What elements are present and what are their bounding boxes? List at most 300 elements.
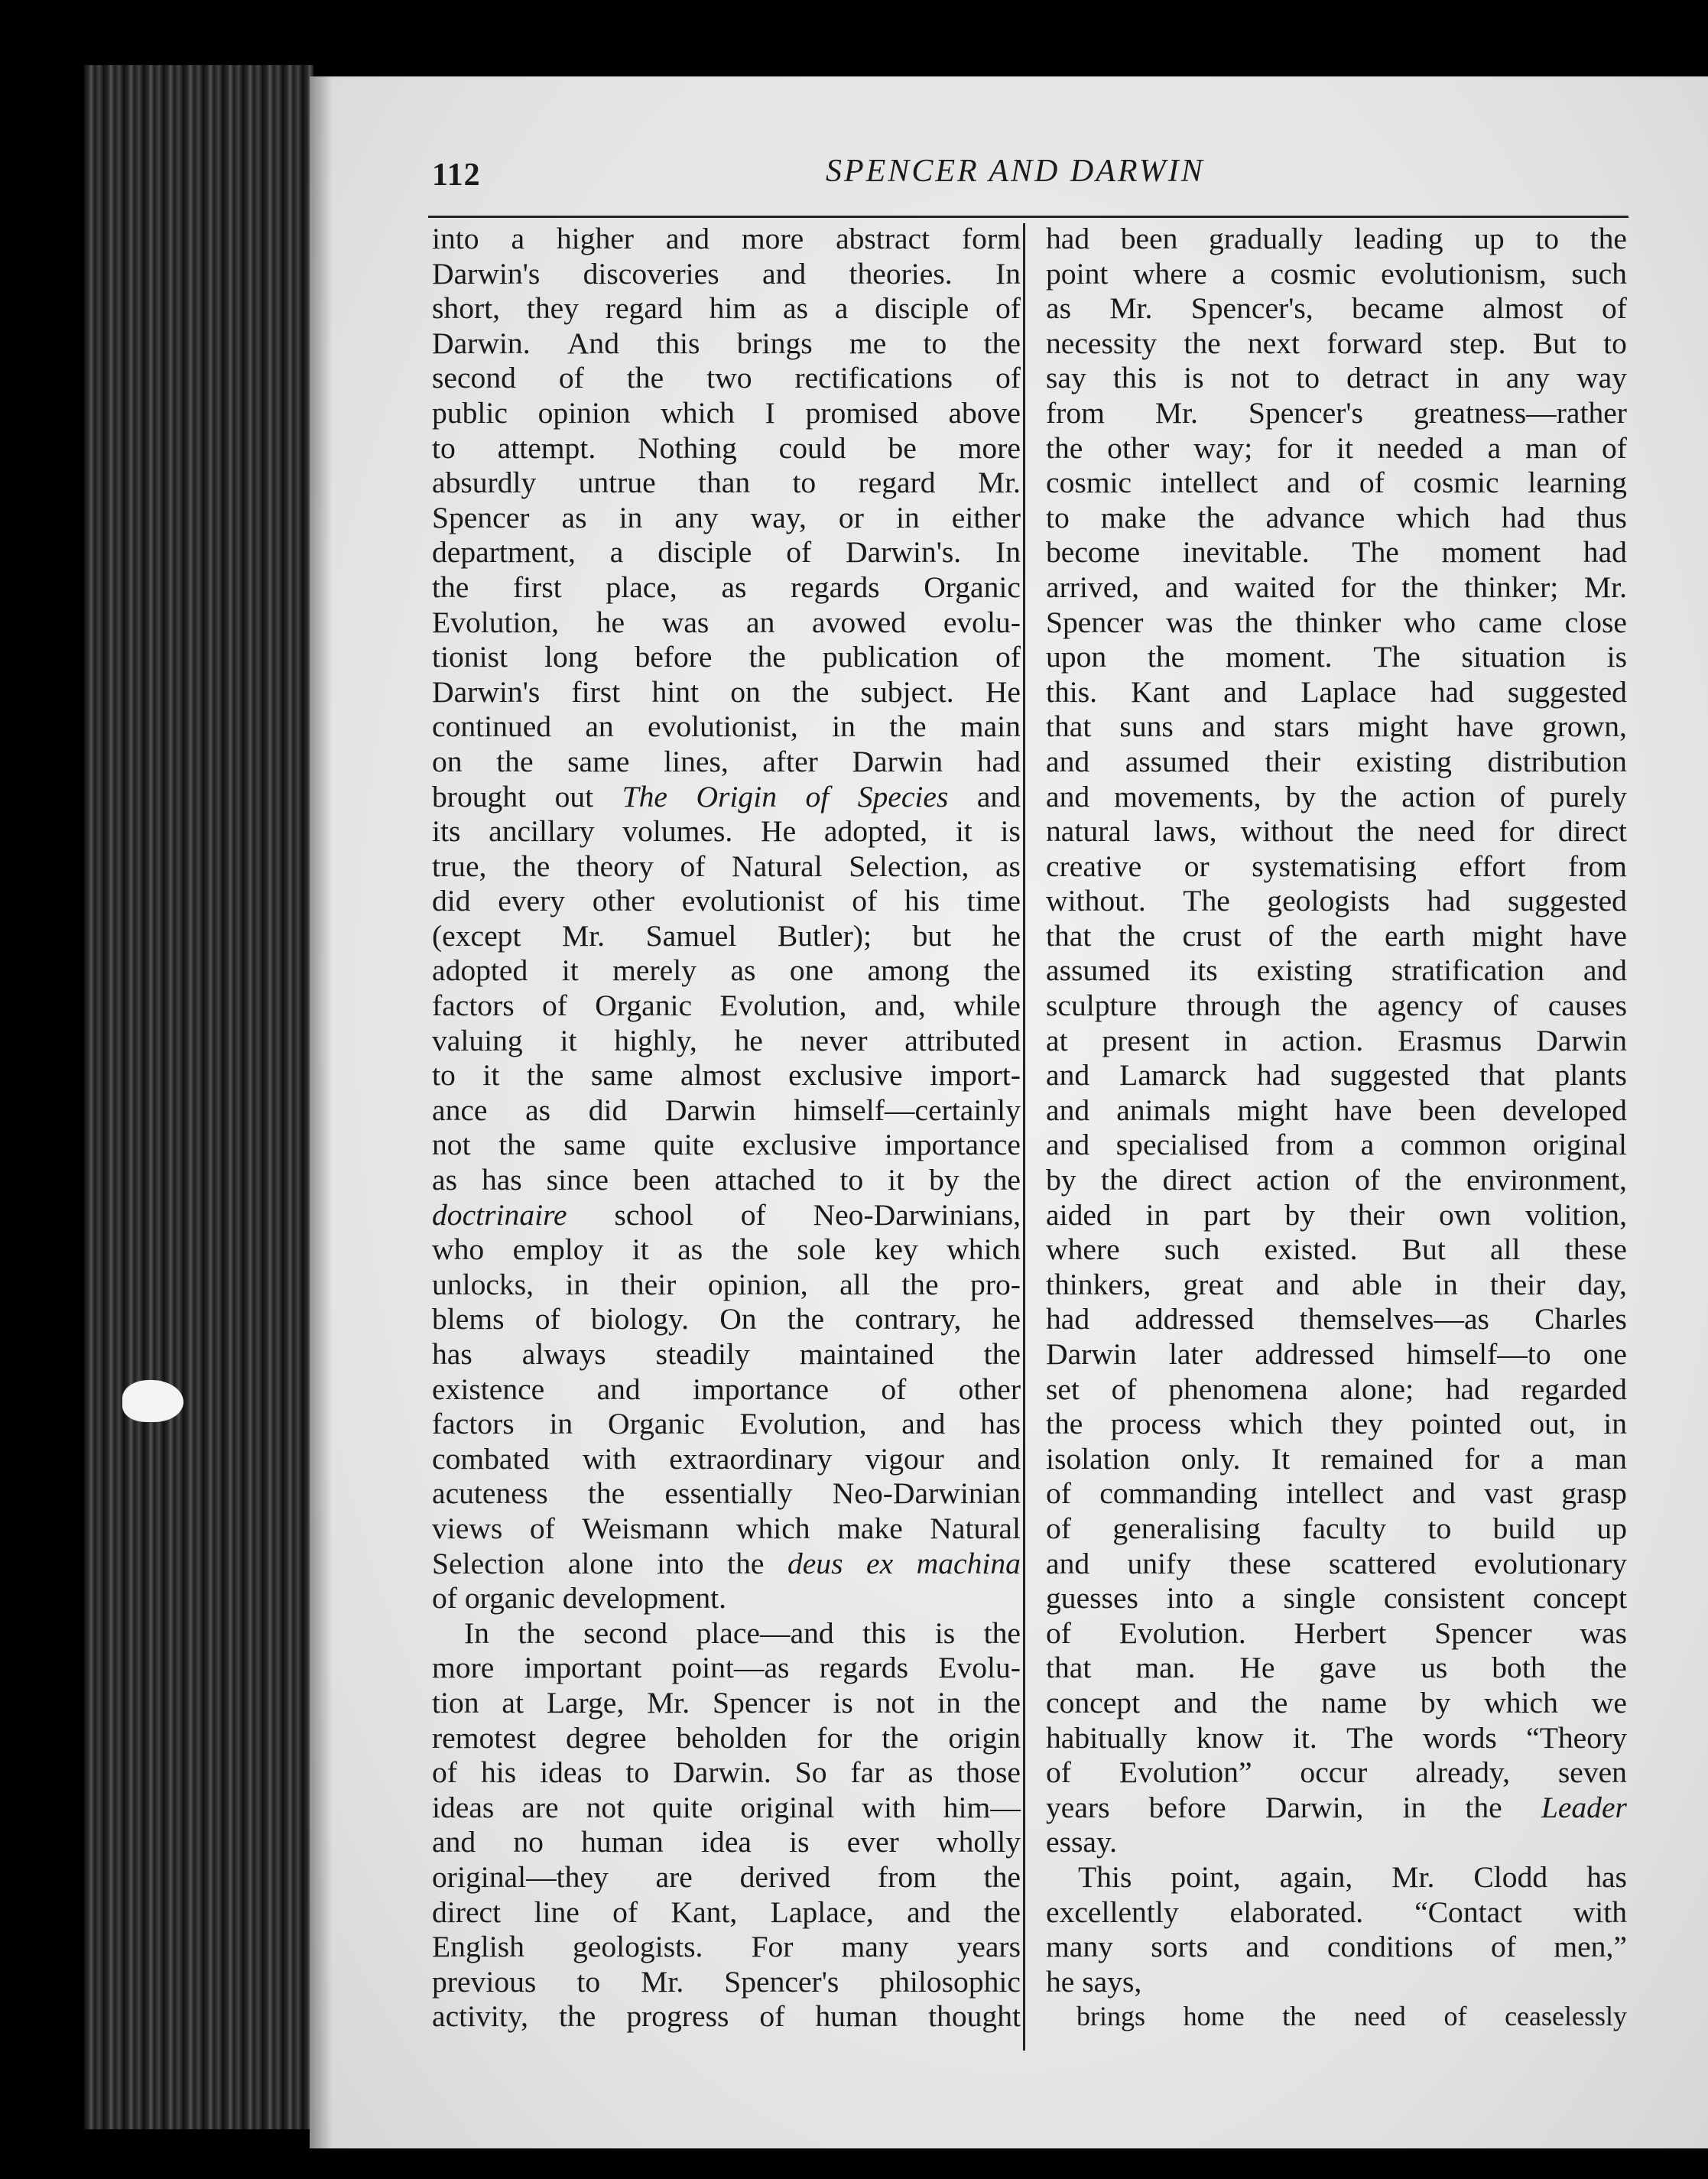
word: name [1321, 1685, 1387, 1719]
word: Kant, [671, 1895, 738, 1929]
word: present [1102, 1023, 1190, 1057]
word: He [985, 674, 1021, 709]
word: direct [1557, 814, 1627, 849]
word: concept [1532, 1581, 1627, 1616]
text-line [1046, 1651, 1627, 1686]
word: as [525, 1093, 551, 1127]
word: in [937, 1685, 961, 1719]
text-line [1046, 919, 1627, 954]
text-line [432, 1128, 1021, 1163]
text-line [1046, 466, 1627, 501]
word: geologists. [572, 1930, 703, 1964]
word: the [1184, 326, 1221, 360]
word: the [889, 710, 927, 744]
text-line [432, 361, 1021, 396]
word: movements, [1114, 779, 1262, 813]
word: regarded [1521, 1372, 1627, 1406]
word: any [1505, 361, 1550, 395]
word: disciple [658, 535, 752, 570]
text-line [1046, 1268, 1627, 1303]
word: me [849, 326, 887, 360]
book-page-edges [84, 65, 313, 2129]
word: out [554, 779, 594, 813]
word: Origin [696, 779, 777, 813]
word: Spencer's [724, 1964, 839, 1999]
text-line [1046, 780, 1627, 815]
word: almost [1482, 291, 1564, 326]
word: with [1573, 1895, 1627, 1929]
word: of [1602, 291, 1627, 326]
word: The [1183, 884, 1230, 918]
gutter-shadow [310, 76, 333, 2148]
word: step. [1449, 326, 1506, 360]
text-line [432, 431, 1021, 466]
word: Darwin. [673, 1755, 771, 1790]
word: Spencer [1046, 605, 1144, 639]
text-line [432, 1825, 1021, 1860]
word: Mr. [1109, 291, 1153, 326]
word: these [1229, 1546, 1291, 1580]
word: of [432, 1755, 457, 1790]
word: developed [1502, 1093, 1627, 1127]
word: He [1239, 1651, 1275, 1685]
word: lines, [664, 744, 729, 778]
word: previous [432, 1964, 537, 1999]
word: not [1230, 361, 1270, 395]
word: always [521, 1337, 606, 1371]
word: and [1046, 1058, 1090, 1093]
word: to [1603, 326, 1627, 360]
word: the [1100, 1163, 1138, 1197]
word: creative [1046, 849, 1142, 883]
word: ance [432, 1093, 488, 1127]
word: second [583, 1616, 668, 1650]
word: ceaselessly [1505, 2001, 1627, 2032]
word: for [1499, 814, 1534, 849]
word: and [1275, 1267, 1320, 1301]
text-line [432, 1163, 1021, 1198]
word: Selection, [849, 849, 969, 883]
word: the [983, 1895, 1021, 1929]
word: Evolution. [1119, 1616, 1246, 1650]
word: himself—to [1406, 1337, 1551, 1371]
word: aided [1046, 1197, 1112, 1232]
text-line [432, 1547, 1021, 1582]
word: of [534, 1302, 560, 1336]
word: had [976, 744, 1021, 778]
word: as [561, 500, 587, 534]
word: of [1359, 466, 1385, 500]
word: Evolution, [739, 1407, 867, 1441]
text-line [432, 535, 1021, 570]
word: faculty [1302, 1511, 1387, 1545]
word: into [432, 222, 479, 255]
text-line [1046, 953, 1627, 989]
word: by [1284, 1197, 1315, 1232]
word: first [571, 674, 621, 709]
word: any [674, 500, 719, 534]
word: factors [432, 1407, 515, 1441]
word: untrue [578, 466, 656, 500]
word: make [1100, 500, 1167, 534]
word: that [1046, 918, 1092, 953]
word: isolation [1046, 1441, 1151, 1476]
text-line [432, 745, 1021, 780]
word: the [559, 1999, 596, 2034]
word: Darwin [852, 744, 943, 778]
word: natural [1046, 814, 1130, 849]
word: its [1189, 953, 1218, 988]
word: the [587, 1476, 625, 1511]
word: by [1046, 1163, 1076, 1197]
word: moment. [1225, 640, 1333, 674]
word: important [524, 1651, 642, 1685]
word: and [901, 1407, 946, 1441]
word: and [1046, 1128, 1090, 1162]
text-line [432, 501, 1021, 536]
text-line [1046, 1547, 1627, 1582]
word: inevitable. [1182, 535, 1310, 570]
word: acuteness [432, 1476, 548, 1511]
word: of [680, 849, 706, 883]
text-line [432, 1721, 1021, 1756]
word: degree [566, 1720, 647, 1755]
word: not [875, 1685, 915, 1719]
word: of [995, 291, 1021, 326]
text-line [1046, 640, 1627, 675]
word: quite [652, 1790, 713, 1824]
word: has [481, 1163, 522, 1197]
word: of [740, 1197, 766, 1232]
word: that [1046, 1651, 1092, 1685]
word: the [983, 1616, 1021, 1650]
text-line [432, 291, 1021, 326]
word: (except [432, 918, 521, 953]
text-line [432, 989, 1021, 1024]
word: discoveries [583, 256, 719, 291]
text-line [432, 919, 1021, 954]
word: as [783, 291, 808, 326]
word: might [1237, 1093, 1308, 1127]
word: suggested [1507, 674, 1627, 709]
word: the [626, 361, 664, 395]
text-line [1046, 257, 1627, 292]
word: in [1223, 1023, 1248, 1057]
word: Laplace, [770, 1895, 874, 1929]
word: Spencer's [1248, 395, 1363, 430]
text-line [432, 1268, 1021, 1303]
word: import- [930, 1058, 1021, 1093]
word: extraordinary [669, 1441, 833, 1476]
word: us [1421, 1651, 1448, 1685]
word: to [1046, 500, 1070, 534]
word: be [888, 430, 917, 465]
word: Evolution, [432, 605, 560, 639]
word: tionist [432, 640, 508, 674]
word: had [1046, 1302, 1090, 1336]
word: in [1603, 1407, 1627, 1441]
word: the [432, 570, 469, 604]
text-line [1046, 1791, 1627, 1826]
word: the [1147, 640, 1185, 674]
word: of [1111, 1372, 1137, 1406]
word: since [546, 1163, 609, 1197]
word: as [995, 849, 1021, 883]
word: had [1445, 1372, 1489, 1406]
word: of [1491, 1930, 1517, 1964]
word: by [1285, 779, 1316, 813]
text-line [1046, 745, 1627, 780]
word: the [1589, 222, 1627, 255]
word: from [1568, 849, 1627, 883]
word: conditions [1326, 1930, 1453, 1964]
word: not [586, 1790, 625, 1824]
word: exclusive [742, 1128, 857, 1162]
word: by [929, 1163, 960, 1197]
word: men,” [1554, 1930, 1627, 1964]
word: direct [432, 1895, 502, 1929]
text-line [432, 884, 1021, 919]
word: upon [1046, 640, 1107, 674]
word: point—as [671, 1651, 790, 1685]
word: brings [1076, 2001, 1145, 2032]
word: biology. [590, 1302, 690, 1336]
word: This [1078, 1859, 1132, 1894]
word: the [983, 953, 1021, 988]
text-line [432, 1302, 1021, 1337]
word: had [1501, 500, 1546, 534]
word: Laplace [1300, 674, 1397, 709]
word: highly, [614, 1023, 697, 1057]
word: is [833, 1685, 853, 1719]
word: employ [512, 1232, 604, 1267]
word: addressed [1135, 1302, 1255, 1336]
word: close [1564, 605, 1627, 639]
word: Mr. [641, 1964, 684, 1999]
word: and [976, 1441, 1021, 1476]
word: in [1402, 1790, 1427, 1824]
word: the [983, 1685, 1021, 1719]
text-line: essay. [1046, 1825, 1118, 1859]
word: factors [432, 989, 515, 1023]
word: up [1474, 222, 1505, 255]
word: it [560, 1023, 577, 1057]
word: we [1591, 1685, 1627, 1719]
word: line [534, 1895, 580, 1929]
word: the [1589, 1651, 1627, 1685]
word: same [563, 1128, 626, 1162]
word: of [1355, 1163, 1380, 1197]
word: Mr. [647, 1685, 690, 1719]
word: never [800, 1023, 868, 1057]
word: might [1357, 710, 1429, 744]
word: So [794, 1755, 827, 1790]
word: cosmic [1270, 256, 1356, 291]
word: school [614, 1197, 693, 1232]
word: opinion, [707, 1267, 808, 1301]
word: and [1245, 1930, 1290, 1964]
word: For [751, 1930, 794, 1964]
text-line [1046, 1024, 1627, 1059]
word: it [482, 1058, 500, 1093]
word: absurdly [432, 466, 537, 500]
word: such [1571, 256, 1627, 291]
word: adopted [432, 953, 528, 988]
word: Spencer [1434, 1616, 1532, 1650]
word: and [1046, 779, 1090, 813]
word: of [612, 1895, 638, 1929]
word: many [1046, 1930, 1113, 1964]
text-line: he says, [1046, 1964, 1142, 1999]
word: publication [822, 640, 959, 674]
word: one [789, 953, 834, 988]
word: need [1417, 814, 1476, 849]
text-line [432, 1058, 1021, 1093]
word: origin [948, 1720, 1021, 1755]
word: in [619, 500, 643, 534]
word: higher [556, 222, 634, 255]
word: later [1168, 1337, 1223, 1371]
word: evolutionist, [648, 710, 798, 744]
text-line [1046, 1895, 1627, 1931]
word: in [1145, 1197, 1170, 1232]
text-line [432, 222, 1021, 257]
word: all [839, 1267, 870, 1301]
word: is [1606, 640, 1627, 674]
word: guesses [1046, 1581, 1138, 1616]
word: abstract [836, 222, 930, 255]
word: theories. [849, 256, 953, 291]
text-line [432, 1999, 1021, 2034]
word: specialised [1115, 1128, 1249, 1162]
word: the [1339, 779, 1378, 813]
word: sorts [1151, 1930, 1209, 1964]
word: of [786, 535, 812, 570]
word: Samuel [645, 918, 737, 953]
word: Clodd [1473, 1859, 1548, 1894]
text-line [1046, 1721, 1627, 1756]
word: this [656, 326, 700, 360]
word: own [1439, 1197, 1492, 1232]
word: say [1046, 361, 1086, 395]
word: Natural [732, 849, 823, 883]
word: him— [943, 1790, 1021, 1824]
word: the [1118, 918, 1156, 953]
word: existence [432, 1372, 545, 1406]
word: In [464, 1616, 489, 1650]
word: disciple [875, 291, 969, 326]
word: alone [567, 1546, 634, 1580]
word: of [1046, 1476, 1071, 1511]
word: become [1046, 535, 1141, 570]
word: Darwin's [432, 674, 541, 709]
word: a [1242, 1581, 1255, 1616]
text-line [432, 1198, 1021, 1233]
word: the [527, 1058, 564, 1093]
word: who [432, 1232, 485, 1267]
word: Spencer's, [1190, 291, 1313, 326]
word: form [962, 222, 1021, 255]
text-line [432, 570, 1021, 606]
word: situation [1461, 640, 1566, 674]
word: more [958, 430, 1021, 465]
word: crust [1182, 918, 1242, 953]
text-line [1046, 1163, 1627, 1198]
word: existing [1256, 953, 1352, 988]
word: regard [858, 466, 936, 500]
word: Spencer [713, 1685, 810, 1719]
word: machina [916, 1546, 1021, 1580]
text-line [1046, 570, 1627, 606]
word: evolutionist [681, 884, 825, 918]
word: suns [1119, 710, 1174, 744]
word: Evolution, [719, 989, 847, 1023]
word: and [1286, 466, 1331, 500]
word: through [1187, 989, 1281, 1023]
text-line [1046, 1232, 1627, 1268]
word: the [512, 849, 550, 883]
word: might [1472, 918, 1543, 953]
word: same [567, 744, 630, 778]
word: short, [432, 291, 501, 326]
word: it [888, 1163, 905, 1197]
word: they [1330, 1407, 1383, 1441]
text-line [1046, 710, 1627, 745]
word: been [1120, 222, 1178, 255]
word: as [677, 1232, 703, 1267]
word: every [498, 884, 566, 918]
word: thus [1576, 500, 1627, 534]
text-line [432, 1686, 1021, 1721]
word: action [1401, 779, 1476, 813]
word: of [852, 884, 878, 918]
header-rule [428, 216, 1628, 218]
word: earth [1384, 918, 1446, 953]
word: many [841, 1930, 909, 1964]
word: either [951, 500, 1021, 534]
word: a [834, 291, 849, 326]
word: And [567, 326, 620, 360]
word: Large, [546, 1685, 625, 1719]
text-line [432, 1651, 1021, 1686]
word: ex [866, 1546, 894, 1580]
text-line [1046, 849, 1627, 885]
word: Mr. [1391, 1859, 1435, 1894]
word: volition, [1525, 1197, 1627, 1232]
text-line [1046, 222, 1627, 257]
word: He [761, 814, 797, 849]
word: had [1430, 674, 1474, 709]
word: avowed [812, 605, 907, 639]
word: remained [1320, 1441, 1434, 1476]
word: continued [432, 710, 552, 744]
word: of [881, 1372, 907, 1406]
text-line [1046, 1512, 1627, 1547]
text-line [432, 1616, 1021, 1651]
word: day, [1577, 1267, 1627, 1301]
word: Darwin's [432, 256, 541, 291]
word: Nothing [638, 430, 737, 465]
word: themselves—as [1299, 1302, 1489, 1336]
word: subject. [860, 674, 954, 709]
word: Evolu- [938, 1651, 1021, 1685]
left-column [432, 222, 1021, 2034]
word: consistent [1383, 1581, 1505, 1616]
word: importance [884, 1128, 1021, 1162]
word: such [1164, 1232, 1220, 1267]
word: exclusive [788, 1058, 903, 1093]
word: both [1492, 1651, 1546, 1685]
